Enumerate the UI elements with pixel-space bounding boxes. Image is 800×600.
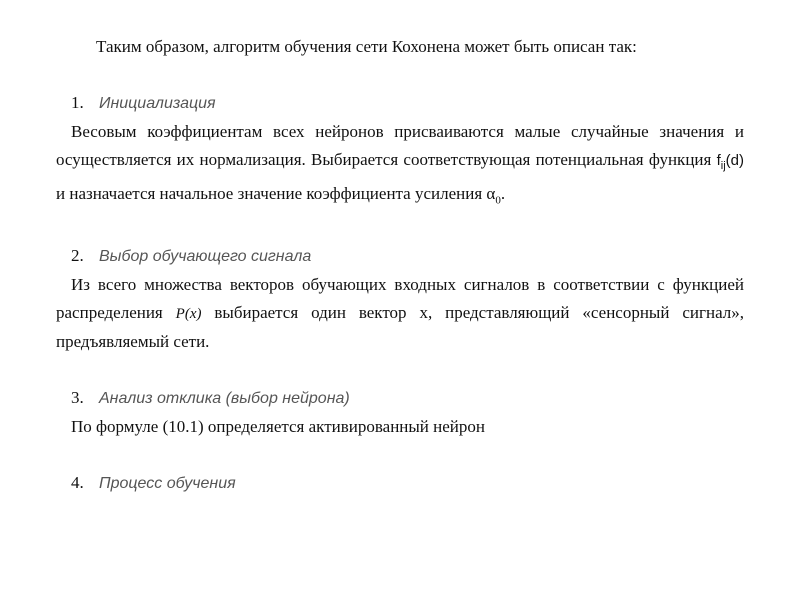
spacer xyxy=(56,61,744,89)
step-3-heading xyxy=(56,384,744,413)
step-1-text-after-formula: и назначается начальное значение коэффициента усиления xyxy=(56,184,483,203)
step-3-number: 3. xyxy=(71,388,84,408)
step-4-title: Процесс обучения xyxy=(99,475,236,493)
step-3-body: По формуле (10.1) определяется активированный нейрон xyxy=(71,417,485,437)
spacer xyxy=(56,441,744,469)
document-page xyxy=(56,33,744,498)
step-1-body xyxy=(56,118,744,214)
spacer xyxy=(56,214,744,242)
step-2-body xyxy=(56,271,744,356)
intro-paragraph: Таким образом, алгоритм обучения сети Кохонена может быть описан так: xyxy=(96,37,637,56)
step-1-heading xyxy=(56,89,744,118)
step-2-number: 2. xyxy=(71,246,84,266)
f-argument: (d) xyxy=(725,152,744,169)
step-4-heading xyxy=(56,469,744,498)
f-subscript: ij xyxy=(720,160,726,172)
step-2-title: Выбор обучающего сигнала xyxy=(99,248,312,266)
f-symbol: f xyxy=(716,152,721,169)
step-1-number: 1. xyxy=(71,93,84,112)
step-2-text-after-formula: выбирается один вектор x, представляющий «сенсорный сигнал», предъявляемый сети. xyxy=(56,303,744,352)
step-3-title: Анализ отклика (выбор нейрона) xyxy=(99,390,350,408)
spacer xyxy=(56,356,744,384)
distribution-function-formula: P(x) xyxy=(175,306,202,323)
step-2-text-before-formula: Из всего множества векторов обучающих входных сигналов в соответствии с функцией распределения xyxy=(56,275,744,323)
step-1-title: Инициализация xyxy=(99,95,216,112)
potential-function-formula xyxy=(716,152,744,172)
step-2-heading xyxy=(56,242,744,271)
alpha-symbol: α xyxy=(486,184,496,203)
alpha-formula xyxy=(486,184,501,207)
step-1-end: . xyxy=(500,184,506,203)
step-1-text-before-formula: Весовым коэффициентам всех нейронов присваиваются малые случайные значения и осуществляется их нормализация. Выбирается соответствующая потенциальная функция xyxy=(56,122,744,169)
alpha-subscript: 0 xyxy=(495,194,501,207)
step-4-number: 4. xyxy=(71,473,84,493)
